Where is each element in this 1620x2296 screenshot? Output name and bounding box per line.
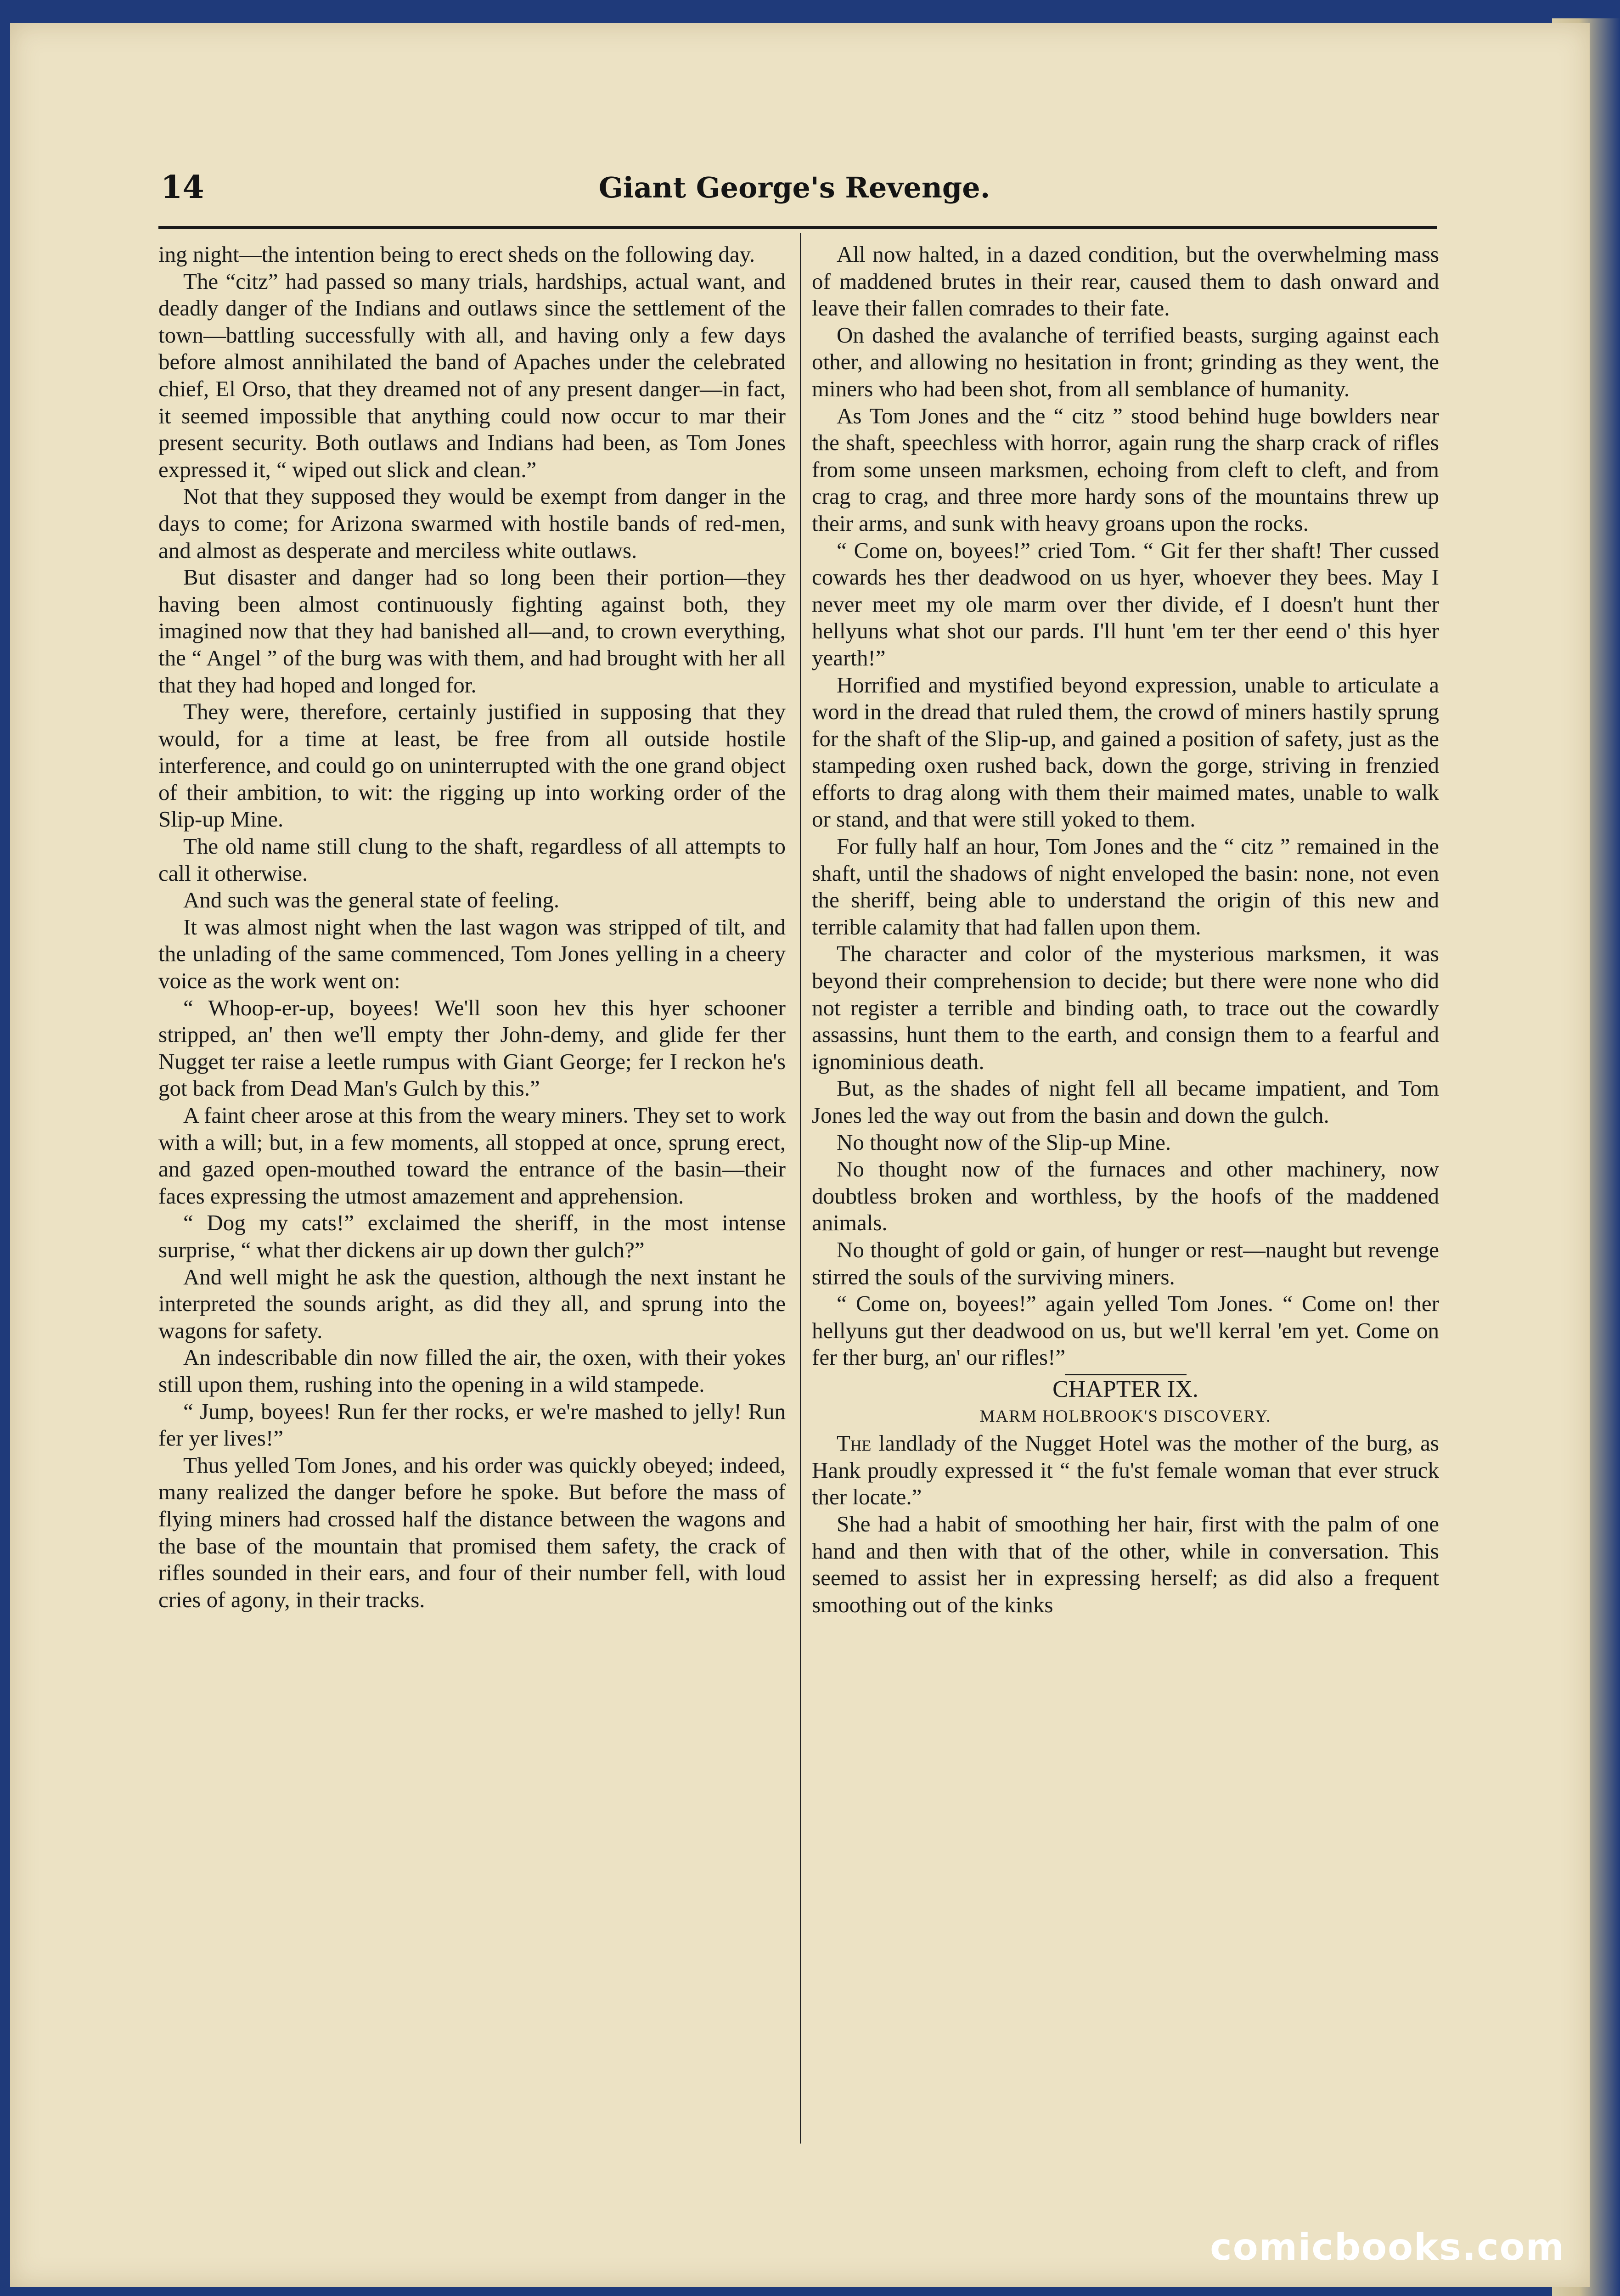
right-column xyxy=(812,241,1439,1618)
paragraph: Not that they supposed they would be exempt from danger in the days to come; for Arizona swarmed with hostile bands of red-men, and almost as desperate and merciless white outlaws. xyxy=(158,484,786,563)
paragraph: The old name still clung to the shaft, regardless of all attempts to call it otherwise. xyxy=(158,833,786,886)
paragraph: As Tom Jones and the “ citz ” stood behind huge bowlders near the shaft, speechless with horror, again rung the sharp crack of rifles from some unseen marksmen, echoing from cleft to cleft, and from crag to crag, and three more hardy sons of the mountains threw up their arms, and sunk with heavy groans upon the rocks. xyxy=(812,403,1439,536)
paragraph: “ Come on, boyees!” cried Tom. “ Git fer ther shaft! Ther cussed cowards hes ther deadwood on us hyer, whoever they bees. May I never meet my ole marm over ther divide, ef I doesn't hunt ther hellyuns what shot our pards. I'll hunt 'em ter ther eend o' this hyer yearth!” xyxy=(812,537,1439,670)
watermark: comicbooks.com xyxy=(1210,2226,1565,2268)
paragraph: No thought now of the Slip-up Mine. xyxy=(837,1129,1171,1155)
page-number: 14 xyxy=(161,169,204,206)
paragraph: An indescribable din now filled the air, the oxen, with their yokes still upon them, rushing into the opening in a wild stampede. xyxy=(158,1345,786,1397)
chapter-first-text: landlady of the Nugget Hotel was the mother of the burg, as Hank proudly expressed it “ the fu'st female woman that ever struck ther locate.” xyxy=(812,1430,1439,1510)
paragraph: But, as the shades of night fell all became impatient, and Tom Jones led the way out from the basin and down the gulch. xyxy=(812,1075,1439,1128)
chapter-rule xyxy=(1065,1374,1187,1375)
paragraph: The “citz” had passed so many trials, hardships, actual want, and deadly danger of the Indians and outlaws since the settlement of the town—battling successfully with all, and having only a few days before almost annihilated the band of Apaches under the celebrated chief, El Orso, that they dreamed not of any present danger—in fact, it seemed impossible that anything could now occur to mar their present security. Both outlaws and Indians had been, as Tom Jones expressed it, “ wiped out slick and clean.” xyxy=(158,268,786,482)
paragraph: “ Whoop-er-up, boyees! We'll soon hev this hyer schooner stripped, an' then we'll empty ther John-demy, and glide fer ther Nugget ter raise a leetle rumpus with Giant George; fer I reckon he's got back from Dead Man's Gulch by this.” xyxy=(158,995,786,1101)
paragraph: No thought of gold or gain, of hunger or rest—naught but revenge stirred the souls of the surviving miners. xyxy=(812,1237,1439,1289)
paragraph: And such was the general state of feeling. xyxy=(183,887,560,913)
running-title: Giant George's Revenge. xyxy=(598,171,990,204)
chapter-subtitle: MARM HOLBROOK'S DISCOVERY. xyxy=(979,1407,1271,1426)
chapter-first-paragraph xyxy=(812,1430,1439,1511)
paragraph: On dashed the avalanche of terrified beasts, surging against each other, and allowing no hesitation in front; grinding as they went, the miners who had been shot, from all semblance of humanity. xyxy=(812,322,1439,401)
paragraph: All now halted, in a dazed condition, but the overwhelming mass of maddened brutes in their rear, caused them to dash onward and leave their fallen comrades to their fate. xyxy=(812,242,1439,321)
paragraph: Horrified and mystified beyond expression, unable to articulate a word in the dread that ruled them, the crowd of miners hastily sprung for the shaft of the Slip-up, and gained a position of safety, just as the stampeding oxen rushed back, down the gorge, striving in frenzied efforts to drag along with them their maimed mates, unable to walk or stand, and that were still yoked to them. xyxy=(812,672,1439,832)
paragraph: The character and color of the mysterious marksmen, it was beyond their comprehension to decide; but there were none who did not register a terrible and binding oath, to trace out the cowardly assassins, hunt them to the earth, and consign them to a fearful and ignominious death. xyxy=(812,941,1439,1074)
paragraph: “ Dog my cats!” exclaimed the sheriff, in the most intense surprise, “ what ther dickens air up down ther gulch?” xyxy=(158,1210,786,1262)
paragraph: It was almost night when the last wagon was stripped of tilt, and the unlading of the same commenced, Tom Jones yelling in a cheery voice as the work went on: xyxy=(158,914,786,994)
chapter-first-word: The xyxy=(837,1430,872,1456)
paragraph: Thus yelled Tom Jones, and his order was quickly obeyed; indeed, many realized the danger before he spoke. But before the mass of flying miners had crossed half the distance between the wagons and the base of the mountain that promised them safety, the crack of rifles sounded in their ears, and four of their number fell, with loud cries of agony, in their tracks. xyxy=(158,1452,786,1612)
paragraph: ing night—the intention being to erect sheds on the following day. xyxy=(158,242,755,267)
left-column xyxy=(158,241,786,1613)
header-rule xyxy=(158,226,1437,229)
paragraph: “ Jump, boyees! Run fer ther rocks, er we're mashed to jelly! Run fer yer lives!” xyxy=(158,1398,786,1451)
chapter-heading: CHAPTER IX. xyxy=(1052,1376,1198,1402)
column-rule xyxy=(800,233,801,2144)
paragraph: She had a habit of smoothing her hair, first with the palm of one hand and then with that of the other, while in conversation. This seemed to assist her in expressing herself; as did also a frequent smoothing out of the kinks xyxy=(812,1511,1439,1617)
paragraph: They were, therefore, certainly justified in supposing that they would, for a time at least, be free from all outside hostile interference, and could go on uninterrupted with the one grand object of their ambition, to wit: the rigging up into working order of the Slip-up Mine. xyxy=(158,699,786,832)
paragraph: But disaster and danger had so long been their portion—they having been almost continuously fighting against both, they imagined now that they had banished all—and, to crown everything, the “ Angel ” of the burg was with them, and had brought with her all that they had hoped and longed for. xyxy=(158,564,786,698)
running-head xyxy=(152,169,1437,215)
paragraph: A faint cheer arose at this from the weary miners. They set to work with a will; but, in a few moments, all stopped at once, sprung erect, and gazed open-mouthed toward the entrance of the basin—their faces expressing the utmost amazement and apprehension. xyxy=(158,1103,786,1209)
paragraph: No thought now of the furnaces and other machinery, now doubtless broken and worthless, by the hoofs of the maddened animals. xyxy=(812,1156,1439,1236)
paragraph: For fully half an hour, Tom Jones and the “ citz ” remained in the shaft, until the shadows of night enveloped the basin: none, not even the sheriff, being able to understand the origin of this new and terrible calamity that had fallen upon them. xyxy=(812,833,1439,940)
paragraph: And well might he ask the question, although the next instant he interpreted the sounds aright, as did they all, and sprung into the wagons for safety. xyxy=(158,1264,786,1343)
paragraph: “ Come on, boyees!” again yelled Tom Jones. “ Come on! ther hellyuns gut ther deadwood on us, but we'll kerral 'em yet. Come on fer ther burg, an' our rifles!” xyxy=(812,1291,1439,1370)
